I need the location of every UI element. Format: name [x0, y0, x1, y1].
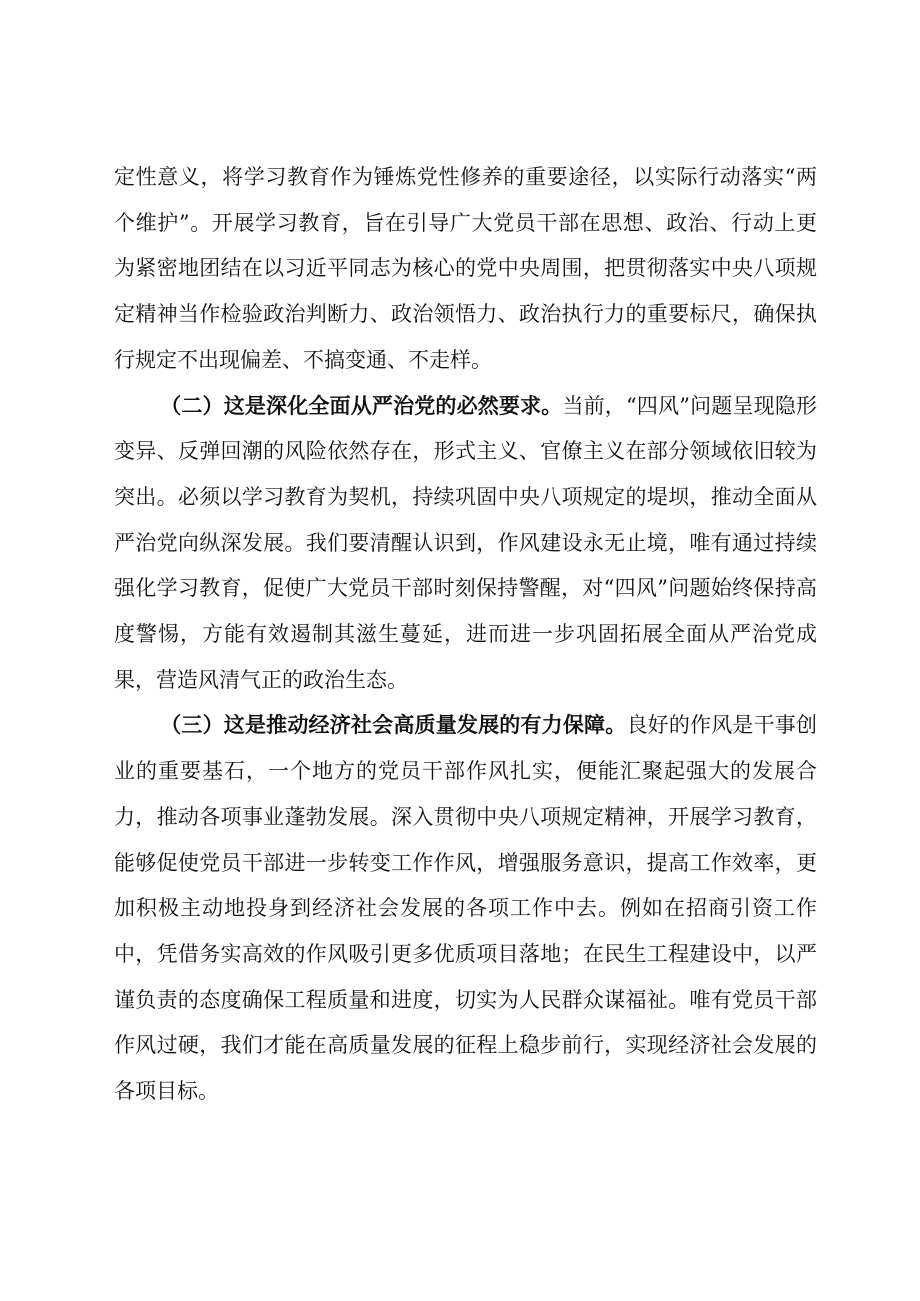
document-body	[114, 155, 817, 1115]
paragraph-continuation	[114, 155, 817, 384]
paragraph-section-three	[114, 703, 817, 1114]
paragraph-text: 良好的作风是干事创业的重要基石，一个地方的党员干部作风扎实，便能汇聚起强大的发展合力，推动各项事业蓬勃发展。深入贯彻中央八项规定精神，开展学习教育，能够促使党员干部进一步转变工作作风，增强服务意识，提高工作效率，更加积极主动地投身到经济社会发展的各项工作中去。例如在招商引资工作中，凭借务实高效的作风吸引更多优质项目落地；在民生工程建设中，以严谨负责的态度确保工程质量和进度，切实为人民群众谋福祉。唯有党员干部作风过硬，我们才能在高质量发展的征程上稳步前行，实现经济社会发展的各项目标。	[114, 713, 818, 1104]
paragraph-text: 当前，“四风”问题呈现隐形变异、反弹回潮的风险依然存在，形式主义、官僚主义在部分领域依旧较为突出。必须以学习教育为契机，持续巩固中央八项规定的堤坝，推动全面从严治党向纵深发展。我们要清醒认识到，作风建设永无止境，唯有通过持续强化学习教育，促使广大党员干部时刻保持警醒，对“四风”问题始终保持高度警惕，方能有效遏制其滋生蔓延，进而进一步巩固拓展全面从严治党成果，营造风清气正的政治生态。	[114, 393, 817, 692]
section-heading: （二）这是深化全面从严治党的必然要求。	[160, 393, 563, 418]
paragraph-text: 定性意义，将学习教育作为锤炼党性修养的重要途径，以实际行动落实“两个维护”。开展学习教育，旨在引导广大党员干部在思想、政治、行动上更为紧密地团结在以习近平同志为核心的党中央周围，把贯彻落实中央八项规定精神当作检验政治判断力、政治领悟力、政治执行力的重要标尺，确保执行规定不出现偏差、不搞变通、不走样。	[114, 165, 817, 372]
section-heading: （三）这是推动经济社会高质量发展的有力保障。	[160, 713, 627, 738]
paragraph-section-two	[114, 384, 817, 704]
